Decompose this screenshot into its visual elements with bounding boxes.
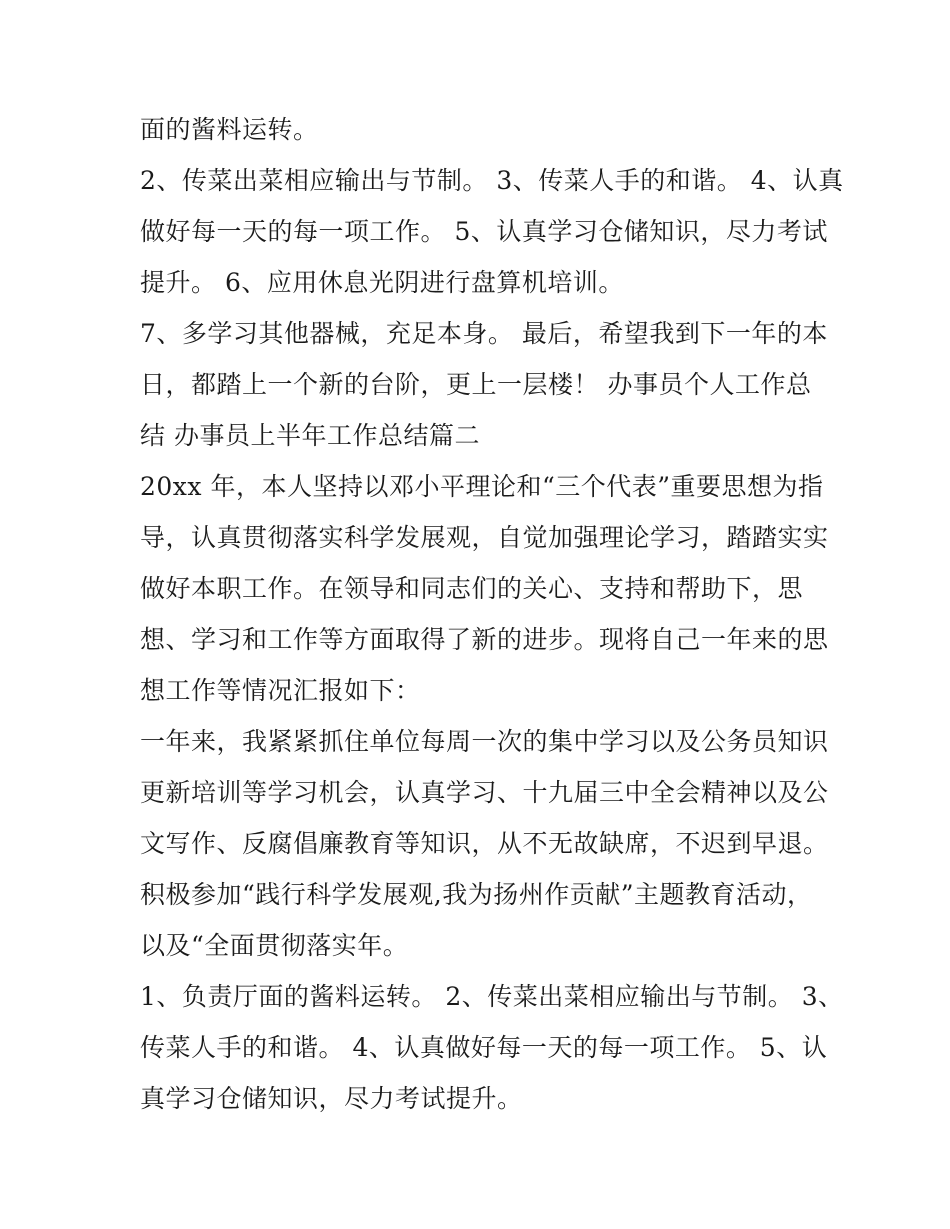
text-line: 面的酱料运转。 <box>140 115 319 144</box>
text-line: 真学习仓储知识，尽力考试提升。 <box>140 1084 523 1113</box>
text-line: 以及“全面贯彻落实年。 <box>140 931 409 960</box>
text-line: 更新培训等学习机会，认真学习、十九届三中全会精神以及公 <box>140 778 829 807</box>
text-line: 20xx 年，本人坚持以邓小平理论和“三个代表”重要思想为指 <box>140 472 824 501</box>
paragraph-3 <box>140 308 828 461</box>
text-line: 导，认真贯彻落实科学发展观，自觉加强理论学习，踏踏实实 <box>140 523 829 552</box>
text-line: 一年来，我紧紧抓住单位每周一次的集中学习以及公务员知识 <box>140 727 829 756</box>
text-line: 2、传菜出菜相应输出与节制。 3、传菜人手的和谐。 4、认真 <box>140 166 844 195</box>
paragraph-4 <box>140 461 829 716</box>
text-line: 文写作、反腐倡廉教育等知识，从不无故缺席，不迟到早退。 <box>140 829 829 858</box>
text-line: 提升。 6、应用休息光阴进行盘算机培训。 <box>140 268 624 297</box>
text-line: 做好每一天的每一项工作。 5、认真学习仓储知识，尽力考试 <box>140 217 828 246</box>
text-line: 日，都踏上一个新的台阶，更上一层楼！ 办事员个人工作总 <box>140 370 812 399</box>
paragraph-1 <box>140 104 820 155</box>
text-line: 做好本职工作。在领导和同志们的关心、支持和帮助下，思 <box>140 574 804 603</box>
text-line: 结 办事员上半年工作总结篇二 <box>140 421 480 450</box>
text-line: 传菜人手的和谐。 4、认真做好每一天的每一项工作。 5、认 <box>140 1033 828 1062</box>
text-line: 想、学习和工作等方面取得了新的进步。现将自己一年来的思 <box>140 625 829 654</box>
text-line: 积极参加“践行科学发展观,我为扬州作贡献”主题教育活动， <box>140 880 813 909</box>
text-line: 想工作等情况汇报如下： <box>140 676 421 705</box>
text-line: 1、负责厅面的酱料运转。 2、传菜出菜相应输出与节制。 3、 <box>140 982 844 1011</box>
text-line: 7、多学习其他器械，充足本身。 最后，希望我到下一年的本 <box>140 319 828 348</box>
document-body <box>140 104 844 1124</box>
paragraph-5 <box>140 716 829 971</box>
paragraph-2 <box>140 155 844 308</box>
paragraph-6 <box>140 971 844 1124</box>
